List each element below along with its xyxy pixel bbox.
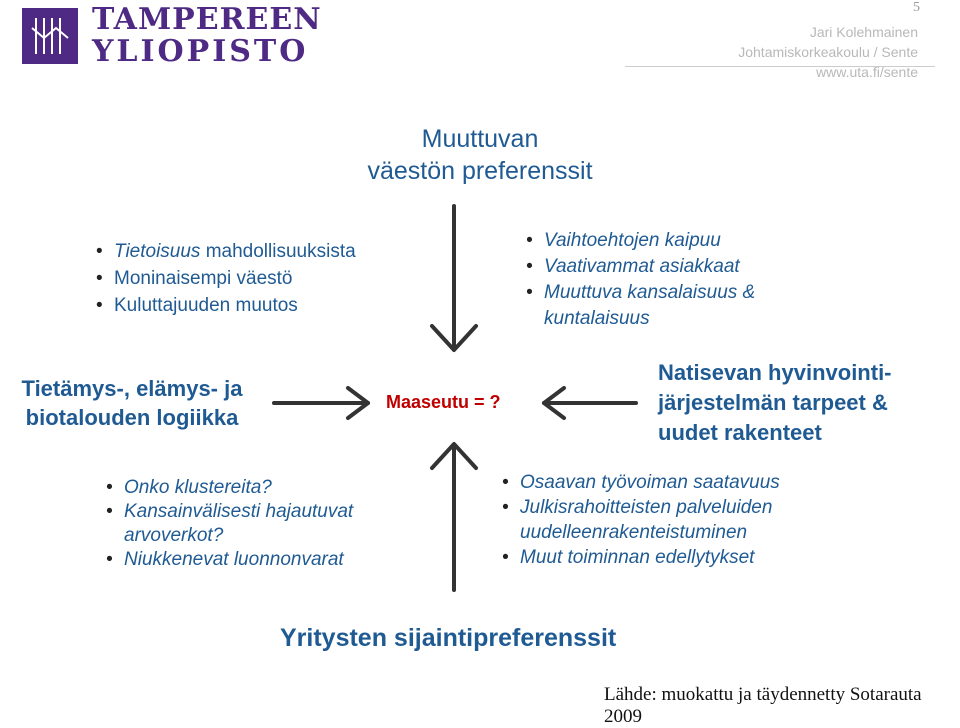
list-item: • Niukkenevat luonnonvarat [106, 548, 406, 572]
page-number: 5 [913, 0, 920, 15]
title-line2: väestön preferenssit [367, 157, 593, 185]
list-item: • Kuluttajuuden muutos [96, 292, 356, 319]
list-item: • Muut toiminnan edellytykset [502, 545, 862, 570]
list-item: • Vaativammat asiakkaat [526, 254, 826, 280]
list-item: • Osaavan työvoiman saatavuus [502, 470, 862, 495]
right-label-line2: järjestelmän tarpeet & [658, 390, 888, 415]
list-item-rest: mahdollisuuksista [200, 241, 356, 262]
header-unit: Johtamiskorkeakoulu / Sente [738, 44, 918, 60]
right-label-line1: Natisevan hyvinvointi- [658, 360, 892, 385]
list-item: • Muuttuva kansalaisuus & kuntalaisuus [526, 280, 826, 332]
logo-text-line2: YLIOPISTO [92, 34, 309, 69]
header-url: www.uta.fi/sente [816, 64, 918, 80]
list-item: • Moninaisempi väestö [96, 265, 356, 292]
list-item: • Onko klustereita? [106, 476, 406, 500]
center-label: Maaseutu = ? [386, 392, 501, 412]
list-item-italic: Tietoisuus [114, 241, 201, 262]
bottom-label: Yritysten sijaintipreferenssit [280, 624, 617, 652]
header-author: Jari Kolehmainen [809, 24, 918, 40]
right-label-line3: uudet rakenteet [658, 420, 822, 445]
title-line1: Muuttuvan [421, 125, 539, 153]
source-note: Lähde: muokattu ja täydennetty Sotarauta 2009 [604, 684, 922, 727]
left-label-line2: biotalouden logiikka [25, 405, 239, 430]
list-item: • Kansainvälisesti hajautuvat arvoverkot? [106, 500, 406, 548]
left-label-line1: Tietämys-, elämys- ja [21, 376, 243, 401]
logo-text-line1: TAMPEREEN [92, 2, 322, 37]
list-item: • Julkisrahoitteisten palveluiden uudelleenrakenteistuminen [502, 495, 862, 545]
list-item: • Vaihtoehtojen kaipuu [526, 228, 826, 254]
